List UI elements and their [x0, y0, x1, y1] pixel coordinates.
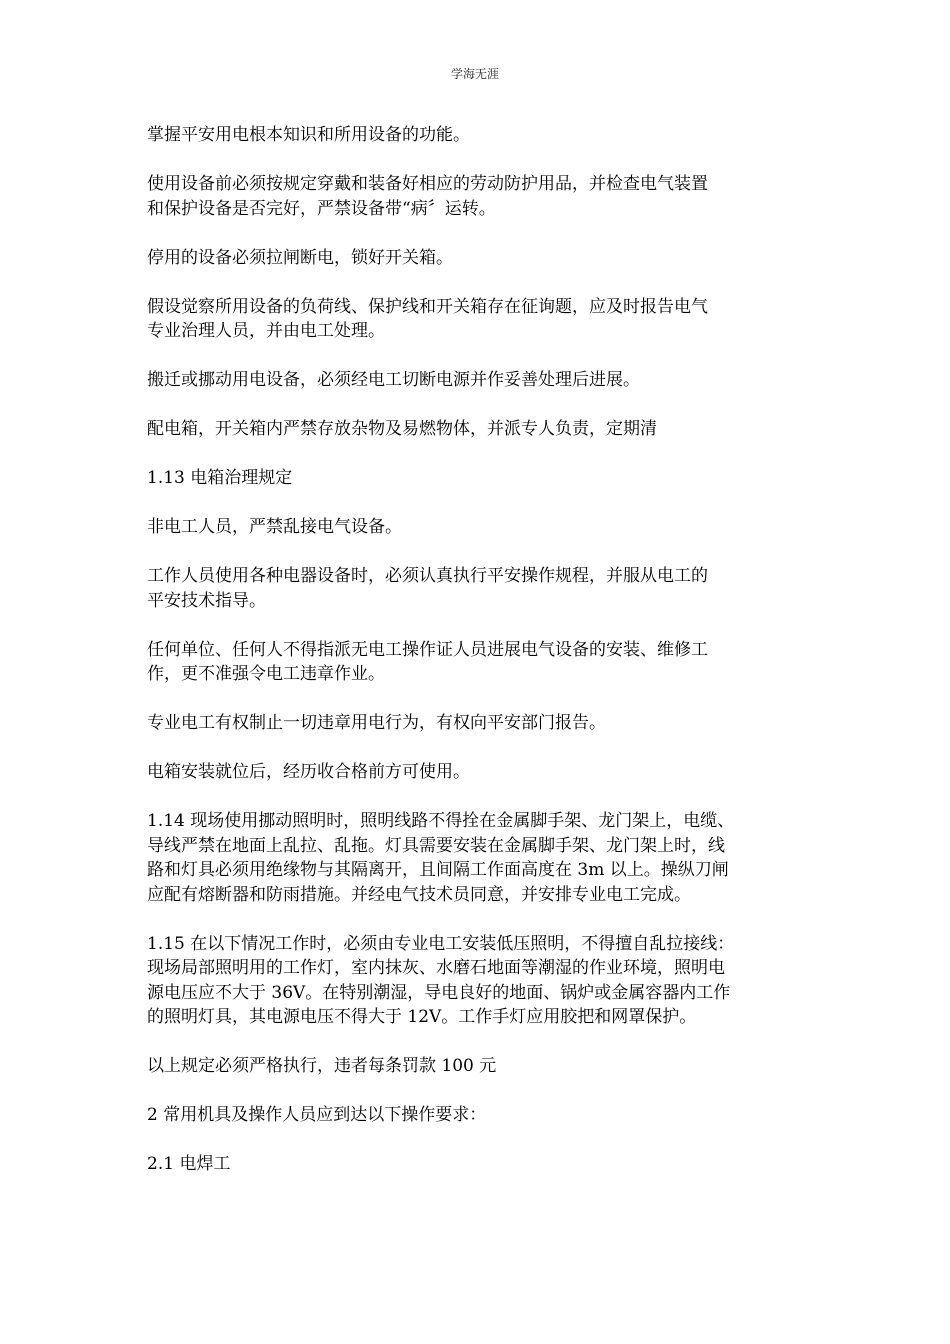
text-line: 搬迁或挪动用电设备，必须经电工切断电源并作妥善处理后进展。 [147, 370, 640, 390]
text-line: 工作人员使用各种电器设备时，必须认真执行平安操作规程，并服从电工的 [147, 566, 708, 586]
paragraph [147, 564, 803, 613]
document-body [147, 123, 803, 1201]
text-line: 的照明灯具，其电源电压不得大于 12V。工作手灯应用胶把和网罩保护。 [147, 1007, 697, 1027]
text-line: 现场局部照明用的工作灯，室内抹灰、水磨石地面等潮湿的作业环境，照明电 [147, 958, 725, 978]
text-line: 使用设备前必须按规定穿戴和装备好相应的劳动防护用品，并检查电气装置 [147, 174, 708, 194]
text-line: 1.14 现场使用挪动照明时，照明线路不得拴在金属脚手架、龙门架上，电缆、 [147, 811, 735, 831]
paragraph [147, 172, 803, 221]
paragraph [147, 638, 803, 687]
paragraph [147, 711, 803, 736]
text-line: 停用的设备必须拉闸断电，锁好开关箱。 [147, 247, 453, 268]
text-line: 作，更不准强令电工违章作业。 [147, 664, 385, 684]
paragraph [147, 123, 803, 148]
text-line: 1.15 在以下情况工作时，必须由专业电工安装低压照明，不得擅自乱拉接线： [147, 933, 735, 954]
text-line: 2 常用机具及操作人员应到达以下操作要求： [147, 1105, 487, 1125]
section-heading [147, 1103, 803, 1128]
paragraph [147, 246, 803, 271]
text-line: 1.13 电箱治理规定 [147, 468, 293, 488]
text-line: 和保护设备是否完好，严禁设备带“病〞运转。 [147, 198, 496, 219]
paragraph [147, 932, 803, 1030]
text-line: 任何单位、任何人不得指派无电工操作证人员进展电气设备的安装、维修工 [147, 639, 708, 660]
paragraph [147, 417, 803, 442]
text-line: 电箱安装就位后，经历收合格前方可使用。 [147, 762, 470, 782]
text-line: 应配有熔断器和防雨措施。并经电气技术员同意，并安排专业电工完成。 [147, 884, 691, 905]
text-line: 假设觉察所用设备的负荷线、保护线和开关箱存在征询题，应及时报告电气 [147, 296, 708, 317]
paragraph [147, 1054, 803, 1079]
paragraph [147, 809, 803, 907]
paragraph [147, 515, 803, 540]
text-line: 配电箱，开关箱内严禁存放杂物及易燃物体，并派专人负责，定期清 [147, 419, 657, 439]
text-line: 源电压应不大于 36V。在特别潮湿，导电良好的地面、锅炉或金属容器内工作 [147, 982, 731, 1003]
paragraph [147, 760, 803, 785]
page-header: 学海无涯 [450, 67, 499, 81]
text-line: 2.1 电焊工 [147, 1154, 231, 1174]
text-line: 专业电工有权制止一切违章用电行为，有权向平安部门报告。 [147, 713, 606, 733]
text-line: 以上规定必须严格执行，违者每条罚款 100 元 [147, 1056, 497, 1076]
text-line: 非电工人员，严禁乱接电气设备。 [147, 517, 402, 537]
text-line: 专业治理人员，并由电工处理。 [147, 321, 385, 341]
section-heading [147, 466, 803, 491]
paragraph [147, 295, 803, 344]
text-line: 掌握平安用电根本知识和所用设备的功能。 [147, 125, 470, 145]
text-line: 导线严禁在地面上乱拉、乱拖。灯具需要安装在金属脚手架、龙门架上时，线 [147, 835, 725, 856]
text-line: 路和灯具必须用绝缘物与其隔离开，且间隔工作面高度在 3m 以上。操纵刀闸 [147, 860, 729, 880]
paragraph [147, 368, 803, 393]
text-line: 平安技术指导。 [147, 590, 266, 611]
section-heading [147, 1152, 803, 1177]
